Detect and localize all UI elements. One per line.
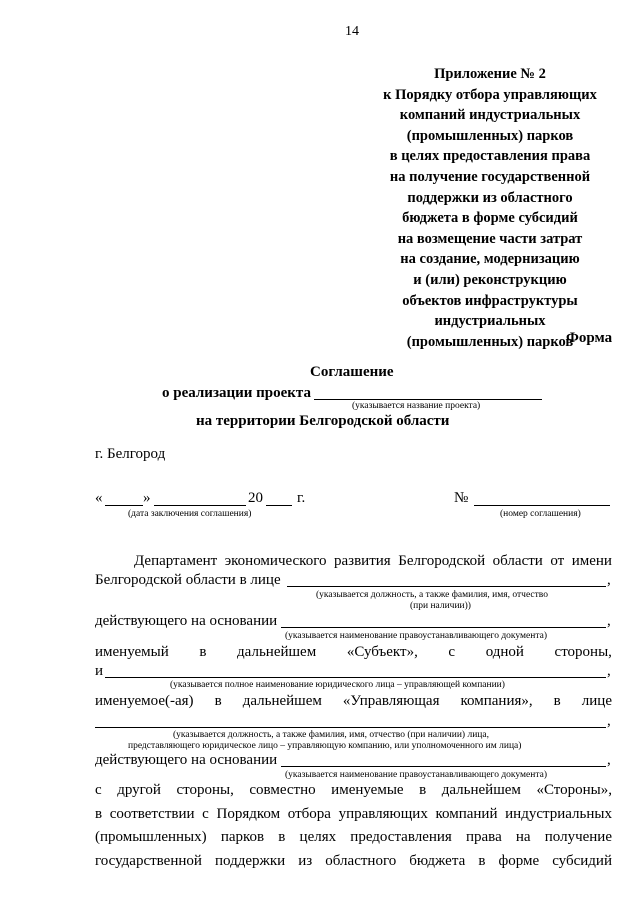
word: с <box>202 806 209 822</box>
word: Порядком <box>216 806 281 822</box>
appendix-line: объектов инфраструктуры <box>402 292 578 309</box>
city: г. Белгород <box>95 446 166 462</box>
word: дальнейшем <box>441 782 521 798</box>
appendix-line: на возмещение части затрат <box>397 230 583 247</box>
word: экономического <box>224 553 327 569</box>
word: компаний <box>435 806 498 822</box>
word: отбора <box>287 806 331 822</box>
caption-document-1: (указывается наименование правоустанавливающего документа) <box>285 631 547 641</box>
word: в <box>278 829 286 845</box>
comma-2: , <box>607 613 611 629</box>
number-sign: № <box>454 490 469 506</box>
form-label: Форма <box>566 330 613 346</box>
date-month-line <box>154 505 246 506</box>
acting-basis-1: действующего на основании <box>95 613 278 629</box>
appendix-line: поддержки из областного <box>407 189 573 206</box>
date-day-line <box>105 505 143 506</box>
word: лице <box>581 693 612 709</box>
word: управляющих <box>338 806 428 822</box>
appendix-line: индустриальных <box>434 313 546 330</box>
territory-label: на территории Белгородской области <box>196 413 450 429</box>
word: именуемый <box>95 644 169 660</box>
word: (промышленных) <box>95 829 207 845</box>
word: стороны, <box>176 782 234 798</box>
number-line <box>474 505 610 506</box>
caption-person-2: представляющего юридическое лицо – управляющую компанию, или уполномоченного им лица) <box>128 741 522 751</box>
word: в <box>95 806 103 822</box>
legal-entity-line <box>105 677 606 678</box>
number-caption: (номер соглашения) <box>500 509 581 519</box>
word: парков <box>220 829 265 845</box>
appendix-line: (промышленных) парков <box>406 333 574 350</box>
word: дальнейшем <box>242 693 322 709</box>
word: индустриальных <box>505 806 612 822</box>
word: соответствии <box>109 806 195 822</box>
word: с <box>95 782 102 798</box>
word: поддержки <box>214 853 286 869</box>
word: Белгородской <box>398 553 486 569</box>
word: «Управляющая <box>342 693 440 709</box>
named-subject-line <box>95 644 612 661</box>
paragraph-line <box>95 782 612 799</box>
word: в <box>553 693 561 709</box>
caption-legal: (указывается полное наименование юридического лица – управляющей компании) <box>170 680 505 690</box>
word: области <box>492 553 543 569</box>
page-number: 14 <box>345 24 359 39</box>
caption-document-2: (указывается наименование правоустанавливающего документа) <box>285 770 547 780</box>
appendix-header <box>338 64 640 352</box>
date-year-prefix: 20 <box>248 490 263 506</box>
word: в <box>199 644 207 660</box>
word: субсидий <box>552 853 612 869</box>
para1-line1 <box>134 553 612 570</box>
caption-person: (указывается должность, а также фамилия, имя, отчество (при наличии) лица, <box>173 730 489 740</box>
word: на <box>515 829 531 845</box>
word: права <box>466 829 502 845</box>
caption-position-2: (при наличии)) <box>410 601 471 611</box>
word: именуемое(-ая) <box>95 693 194 709</box>
word: одной <box>485 644 524 660</box>
appendix-line: (промышленных) парков <box>406 127 574 144</box>
comma-4: , <box>607 713 611 729</box>
project-name-line <box>314 399 542 400</box>
comma-5: , <box>607 752 611 768</box>
word: получение <box>544 829 612 845</box>
word: в <box>214 693 222 709</box>
paragraph-line <box>95 829 612 846</box>
word: другой <box>117 782 161 798</box>
and-label: и <box>95 663 104 679</box>
comma-1: , <box>607 572 611 588</box>
word: дальнейшем <box>237 644 317 660</box>
position-line <box>287 586 606 587</box>
word: развития <box>334 553 391 569</box>
word: в <box>478 853 486 869</box>
word: имени <box>571 553 612 569</box>
word: государственной <box>95 853 202 869</box>
appendix-line: к Порядку отбора управляющих <box>383 86 597 103</box>
word: из <box>298 853 313 869</box>
appendix-line: и (или) реконструкцию <box>413 271 567 288</box>
comma-3: , <box>607 663 611 679</box>
date-caption: (дата заключения соглашения) <box>128 509 252 519</box>
word: совместно <box>249 782 316 798</box>
word: форме <box>498 853 540 869</box>
agreement-title: Соглашение <box>310 364 394 380</box>
appendix-line: компаний индустриальных <box>399 107 581 124</box>
appendix-line: в целях предоставления права <box>389 148 591 165</box>
word: от <box>550 553 565 569</box>
date-year-line <box>266 505 292 506</box>
word: компания», <box>460 693 533 709</box>
basis-document-line-1 <box>281 627 606 628</box>
word: с <box>448 644 456 660</box>
word: областного <box>325 853 397 869</box>
appendix-line: на создание, модернизацию <box>400 251 580 268</box>
word: Департамент <box>134 553 218 569</box>
appendix-line: на получение государственной <box>389 168 591 185</box>
word: «Субъект», <box>346 644 418 660</box>
word: в <box>419 782 427 798</box>
named-company-line <box>95 693 612 710</box>
basis-document-line-2 <box>281 766 606 767</box>
word: предоставления <box>350 829 452 845</box>
word: именуемые <box>331 782 404 798</box>
word: целях <box>299 829 337 845</box>
paragraph-line <box>95 853 612 870</box>
word: бюджета <box>409 853 466 869</box>
date-open-quote: « <box>95 490 103 506</box>
para1-line2: Белгородской области в лице <box>95 572 281 588</box>
date-year-suffix: г. <box>297 490 306 506</box>
project-caption: (указывается название проекта) <box>352 401 481 411</box>
representative-line <box>95 727 606 728</box>
word: «Стороны», <box>536 782 612 798</box>
paragraph-line <box>95 806 612 823</box>
caption-position: (указывается должность, а также фамилия, имя, отчество <box>316 590 548 600</box>
project-label: о реализации проекта <box>162 385 311 401</box>
acting-basis-2: действующего на основании <box>95 752 278 768</box>
date-close-quote: » <box>143 490 151 506</box>
appendix-line: бюджета в форме субсидий <box>402 210 578 227</box>
word: стороны, <box>554 644 612 660</box>
appendix-line: Приложение № 2 <box>434 66 546 82</box>
